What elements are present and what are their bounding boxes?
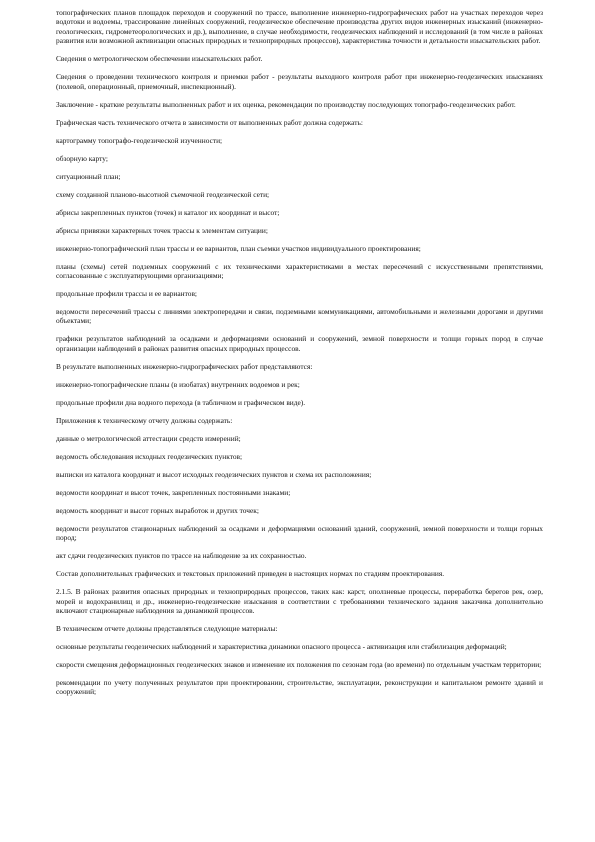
list-item-main-results: основные результаты геодезических наблюдений и характеристика динамики опасного процесса - активизация или стабилизация деформаций; [56, 642, 507, 652]
list-item-crossings-statement: ведомости пересечений трассы с линиями электропередачи и связи, подземными коммуникациями, автомобильными и железными дорогами и другими объектами; [56, 307, 543, 326]
list-item-network-scheme: схему созданной планово-высотной съемочной геодезической сети; [56, 189, 270, 199]
list-item-cartogram: картограмму топографо-геодезической изученности; [56, 135, 223, 145]
paragraph-appendices-intro: Приложения к техническому отчету должны содержать: [56, 415, 233, 425]
list-item-deformation-graphs: графики результатов наблюдений за осадками и деформациями оснований и сооружений, земной поверхности и толщи горных пород в случае организации наблюдений в районах развития опасных природных процессов. [56, 334, 543, 353]
list-item-displacement-rates: скорости смещения деформационных геодезических знаков и изменение их положения по сезонам года (во времени) по отдельным участкам территории; [56, 660, 542, 670]
paragraph-metrology: Сведения о метрологическом обеспечении изыскательских работ. [56, 54, 263, 64]
list-item-catalog-extracts: выписки из каталога координат и высот исходных геодезических пунктов и схема их расположения; [56, 469, 372, 479]
paragraph-technical-control: Сведения о проведении технического контроля и приемки работ - результаты выходного контроля работ при инженерно-геодезических изысканиях (полевой, операционный, приемочный, инспекционный). [56, 72, 543, 91]
list-item-isobath-plans: инженерно-топографические планы (в изобатах) внутренних водоемов и рек; [56, 379, 300, 389]
list-item-survey-statement: ведомость обследования исходных геодезических пунктов; [56, 451, 243, 461]
paragraph-report-materials-intro: В техническом отчете должны представляться следующие материалы: [56, 624, 278, 634]
list-item-route-sketches: абрисы привязки характерных точек трассы к элементам ситуации; [56, 225, 268, 235]
list-item-excavation-coordinates: ведомость координат и высот горных выработок и других точек; [56, 505, 259, 515]
list-item-utility-plans: планы (схемы) сетей подземных сооружений с их техническими характеристиками в местах пересечений с искусственными препятствиями, согласованные с эксплуатирующими организациями; [56, 261, 543, 281]
list-item-metrology-data: данные о метрологической аттестации средств измерений; [56, 433, 241, 443]
list-item-topographic-plan: инженерно-топографический план трассы и ее вариантов, план съемки участков индивидуального проектирования; [56, 243, 421, 253]
list-item-handover-act: акт сдачи геодезических пунктов по трассе на наблюдение за их сохранностью. [56, 551, 307, 561]
paragraph-graphic-part-intro: Графическая часть технического отчета в зависимости от выполненных работ должна содержать: [56, 117, 363, 127]
list-item-recommendations: рекомендации по учету полученных результатов при проектировании, строительстве, эксплуатации, реконструкции и капитальном ремонте зданий и сооружений; [56, 678, 543, 697]
paragraph-hydrographic-intro: В результате выполненных инженерно-гидрографических работ представляются: [56, 361, 313, 371]
paragraph-additional-appendices: Состав дополнительных графических и текстовых приложений приведен в настоящих нормах по стадиям проектирования. [56, 569, 445, 579]
list-item-situation-plan: ситуационный план; [56, 171, 121, 181]
list-item-longitudinal-profiles: продольные профили трассы и ее вариантов; [56, 289, 197, 299]
paragraph-conclusion: Заключение - краткие результаты выполненных работ и их оценка, рекомендации по производству последующих топографо-геодезических работ. [56, 99, 516, 109]
paragraph-survey-scope: топографических планов площадок переходов и сооружений по трассе, выполнение инженерно-гидрографических работ на участках переходов через водотоки и водоемы, трассирование линейных сооружений, геодезическое обеспечение производства других видов инженерных изысканий (инженерно-геологических, гидрометеорологических и др.), выполнение, в случае необходимости, геодезических наблюдений и исследований (в том числе в районах развития или возможной активизации опасных природных и техноприродных процессов), характеристика точности и детальности изыскательских работ. [56, 8, 543, 46]
paragraph-section-2-1-5: 2.1.5. В районах развития опасных природных и техноприродных процессов, таких как: карст, оползневые процессы, переработка берегов рек, озер, морей и водохранилищ и др., инженерно-геодезические изыскания в соответствии с требованиями технического задания заказчика дополнительно включают стационарные наблюдения за динамикой процессов. [56, 587, 543, 616]
list-item-point-coordinates: ведомости координат и высот точек, закрепленных постоянными знаками; [56, 487, 291, 497]
list-item-overview-map: обзорную карту; [56, 153, 108, 163]
list-item-observation-results: ведомости результатов стационарных наблюдений за осадками и деформациями оснований зданий, сооружений, земной поверхности и толщи горных пород; [56, 523, 543, 543]
list-item-point-sketches: абрисы закрепленных пунктов (точек) и каталог их координат и высот; [56, 207, 280, 217]
list-item-bottom-profiles: продольные профили дна водного перехода (в табличном и графическом виде). [56, 397, 306, 407]
